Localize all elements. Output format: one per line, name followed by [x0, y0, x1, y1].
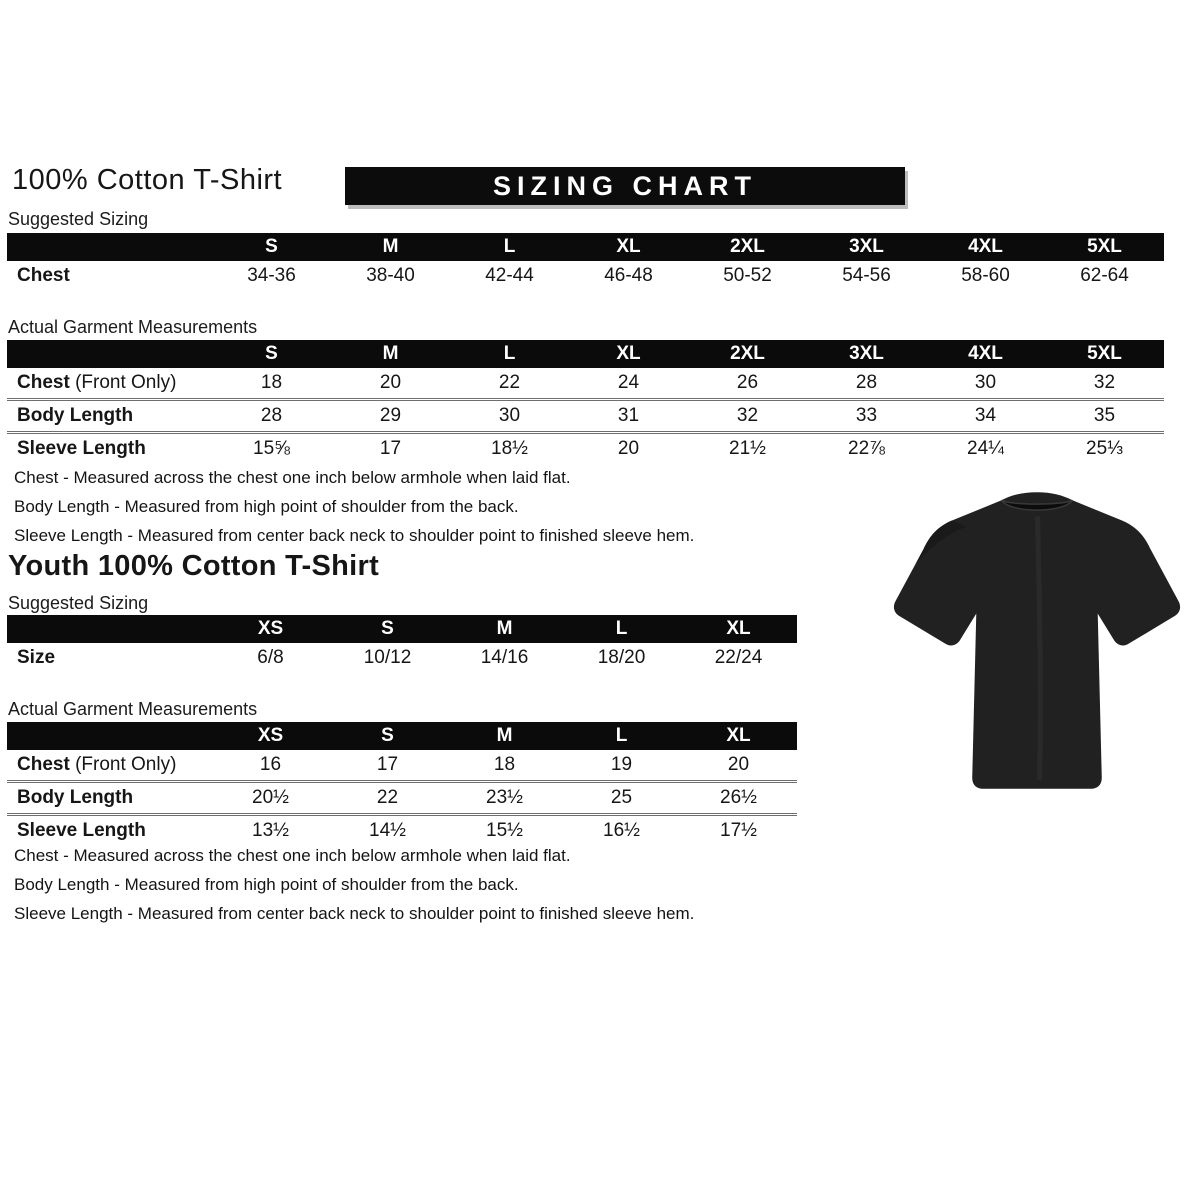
- note-sleeve-length: Sleeve Length - Measured from center back neck to shoulder point to finished sleeve hem.: [14, 526, 695, 545]
- note-body-length: Body Length - Measured from high point of shoulder from the back.: [14, 875, 519, 894]
- value-cell: 24: [617, 372, 640, 393]
- value-cell: 24¼: [967, 438, 1004, 459]
- size-col-header: L: [503, 236, 516, 257]
- value-cell: 10/12: [363, 647, 412, 668]
- value-cell: 20½: [252, 787, 289, 808]
- value-cell: 25: [610, 787, 633, 808]
- value-cell: 30: [498, 405, 521, 426]
- value-cell: 6/8: [257, 647, 284, 668]
- value-cell: 22⅞: [848, 438, 885, 459]
- value-cell: 20: [617, 438, 640, 459]
- table-header-row: [7, 722, 797, 750]
- note-chest: Chest - Measured across the chest one inch below armhole when laid flat.: [14, 846, 571, 865]
- value-cell: 34: [974, 405, 997, 426]
- size-col-header: XL: [616, 343, 641, 364]
- youth-suggested-sizing-label: Suggested Sizing: [8, 593, 149, 613]
- value-cell: 18½: [491, 438, 528, 459]
- value-cell: 25⅓: [1086, 438, 1123, 459]
- value-cell: 33: [855, 405, 878, 426]
- value-cell: 34-36: [247, 265, 296, 286]
- size-col-header: 5XL: [1087, 236, 1122, 257]
- value-cell: 46-48: [604, 265, 653, 286]
- note-chest: Chest - Measured across the chest one inch below armhole when laid flat.: [14, 468, 571, 487]
- value-cell: 32: [1093, 372, 1116, 393]
- value-cell: 17: [379, 438, 402, 459]
- value-cell: 26: [736, 372, 759, 393]
- size-col-header: M: [382, 343, 399, 364]
- value-cell: 42-44: [485, 265, 534, 286]
- row-label: [7, 438, 212, 460]
- size-col-header: XS: [257, 725, 284, 746]
- adult-actual-measurements-label: Actual Garment Measurements: [8, 317, 258, 337]
- value-cell: 28: [855, 372, 878, 393]
- value-cell: 18: [493, 754, 516, 775]
- value-cell: 20: [727, 754, 750, 775]
- value-cell: 22/24: [714, 647, 763, 668]
- size-col-header: 2XL: [730, 343, 765, 364]
- size-col-header: XL: [726, 725, 751, 746]
- size-col-header: 4XL: [968, 343, 1003, 364]
- size-col-header: M: [496, 725, 513, 746]
- row-label: [7, 754, 212, 776]
- value-cell: 28: [260, 405, 283, 426]
- value-cell: 16½: [603, 820, 640, 841]
- value-cell: 30: [974, 372, 997, 393]
- youth-actual-measurements-table: [7, 722, 797, 846]
- size-col-header: 4XL: [968, 236, 1003, 257]
- row-label: [7, 787, 212, 809]
- adult-actual-measurements-table: [7, 340, 1164, 464]
- value-cell: 62-64: [1080, 265, 1129, 286]
- size-col-header: 2XL: [730, 236, 765, 257]
- value-cell: 20: [379, 372, 402, 393]
- value-cell: 35: [1093, 405, 1116, 426]
- size-col-header: L: [615, 618, 628, 639]
- table-row-chest-front-only: [7, 750, 797, 780]
- table-row-body-length: [7, 398, 1164, 431]
- adult-suggested-sizing-label: Suggested Sizing: [8, 209, 149, 229]
- row-label-text: Chest: [17, 754, 70, 775]
- value-cell: 22: [376, 787, 399, 808]
- size-col-header: S: [265, 236, 278, 257]
- row-label: [7, 820, 212, 842]
- value-cell: 23½: [486, 787, 523, 808]
- value-cell: 17½: [720, 820, 757, 841]
- value-cell: 18/20: [597, 647, 646, 668]
- row-label: [7, 265, 212, 287]
- sizing-chart-banner-text: SIZING CHART: [493, 170, 757, 201]
- value-cell: 13½: [252, 820, 289, 841]
- row-label-text: Size: [17, 647, 56, 668]
- value-cell: 22: [498, 372, 521, 393]
- row-label: [7, 372, 212, 394]
- value-cell: 18: [260, 372, 283, 393]
- value-cell: 15½: [486, 820, 523, 841]
- size-col-header: 5XL: [1087, 343, 1122, 364]
- row-label: [7, 405, 212, 427]
- value-cell: 14/16: [480, 647, 529, 668]
- size-col-header: L: [503, 343, 516, 364]
- page-title: 100% Cotton T-Shirt: [12, 164, 283, 196]
- row-label-text: Body Length: [17, 787, 134, 808]
- row-label-text: Chest: [17, 372, 70, 393]
- table-row-sleeve-length: [7, 431, 1164, 464]
- size-col-header: S: [265, 343, 278, 364]
- value-cell: 54-56: [842, 265, 891, 286]
- size-col-header: S: [381, 618, 394, 639]
- value-cell: 32: [736, 405, 759, 426]
- value-cell: 38-40: [366, 265, 415, 286]
- value-cell: 29: [379, 405, 402, 426]
- size-col-header: M: [382, 236, 399, 257]
- table-row-chest: [7, 261, 1164, 291]
- sizing-chart-banner: [345, 167, 905, 205]
- size-col-header: L: [615, 725, 628, 746]
- row-label-text: Body Length: [17, 405, 134, 426]
- table-header-row: [7, 340, 1164, 368]
- value-cell: 16: [259, 754, 282, 775]
- size-col-header: S: [381, 725, 394, 746]
- table-header-row: [7, 615, 797, 643]
- row-label-suffix: (Front Only): [69, 754, 177, 775]
- note-sleeve-length: Sleeve Length - Measured from center back neck to shoulder point to finished sleeve hem.: [14, 904, 695, 923]
- size-col-header: M: [496, 618, 513, 639]
- size-col-header: XL: [726, 618, 751, 639]
- youth-actual-measurements-label: Actual Garment Measurements: [8, 699, 258, 719]
- value-cell: 14½: [369, 820, 406, 841]
- adult-suggested-sizing-table: [7, 233, 1164, 291]
- value-cell: 58-60: [961, 265, 1010, 286]
- value-cell: 21½: [729, 438, 766, 459]
- table-row-size: [7, 643, 797, 673]
- youth-suggested-sizing-table: [7, 615, 797, 673]
- row-label-text: Sleeve Length: [17, 820, 146, 841]
- value-cell: 15⅝: [253, 438, 290, 459]
- row-label-text: Sleeve Length: [17, 438, 146, 459]
- size-col-header: 3XL: [849, 343, 884, 364]
- size-col-header: XL: [616, 236, 641, 257]
- youth-measurement-notes: [14, 841, 694, 928]
- table-row-chest-front-only: [7, 368, 1164, 398]
- value-cell: 26½: [720, 787, 757, 808]
- note-body-length: Body Length - Measured from high point of shoulder from the back.: [14, 497, 519, 516]
- black-tshirt-image: [883, 476, 1191, 810]
- value-cell: 19: [610, 754, 633, 775]
- row-label-suffix: (Front Only): [69, 372, 177, 393]
- value-cell: 17: [376, 754, 399, 775]
- table-row-body-length: [7, 780, 797, 813]
- table-header-row: [7, 233, 1164, 261]
- adult-measurement-notes: [14, 463, 694, 550]
- youth-title: Youth 100% Cotton T-Shirt: [8, 550, 380, 582]
- value-cell: 50-52: [723, 265, 772, 286]
- value-cell: 31: [617, 405, 640, 426]
- size-col-header: 3XL: [849, 236, 884, 257]
- row-label: [7, 647, 212, 669]
- size-col-header: XS: [257, 618, 284, 639]
- row-label-text: Chest: [17, 265, 70, 286]
